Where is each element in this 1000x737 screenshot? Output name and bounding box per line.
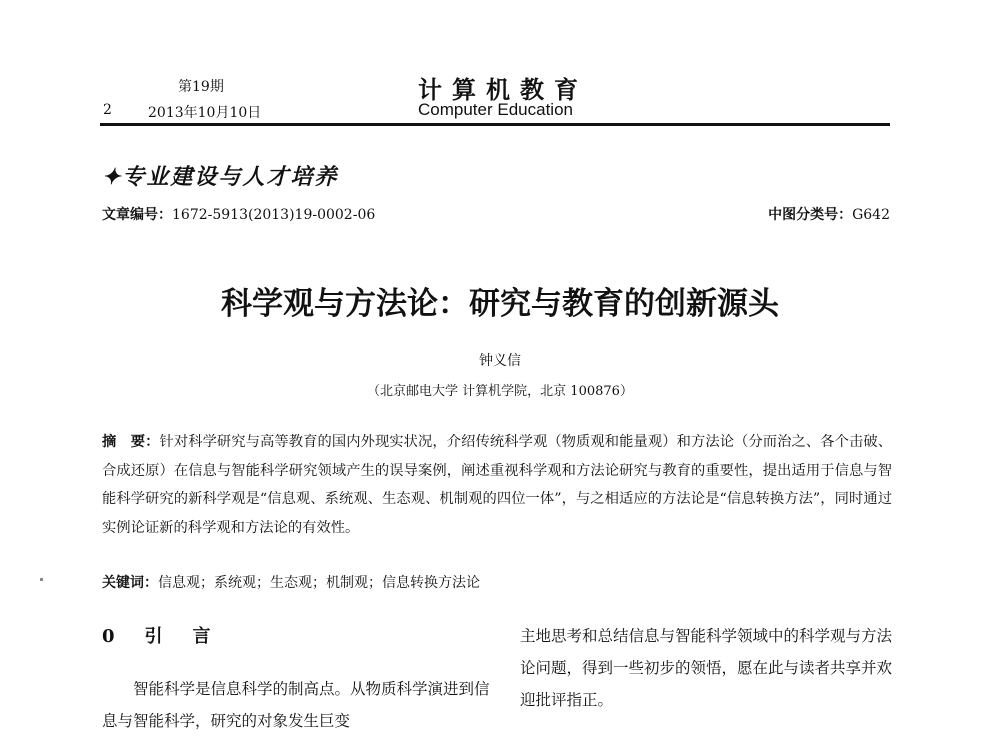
article-number [102, 204, 375, 224]
section-heading: 0 引 言 [102, 626, 217, 647]
page-number: 2 [103, 102, 112, 118]
article-number-value: 1672-5913(2013)19-0002-06 [172, 207, 376, 223]
journal-subtitle: Computer Education [418, 100, 573, 119]
left-column-paragraph: 智能科学是信息科学的制高点。从物质科学演进到信息与智能科学，研究的对象发生巨变 [102, 680, 490, 730]
scan-speck [40, 578, 43, 581]
section-tag: ✦专业建设与人才培养 [102, 164, 339, 190]
abstract-label: 摘 要： [102, 434, 160, 450]
affiliation: （北京邮电大学 计算机学院，北京 100876） [367, 384, 633, 399]
issue-number: 第19期 [178, 79, 224, 95]
abstract [102, 428, 892, 542]
abstract-text: 针对科学研究与高等教育的国内外现实状况，介绍传统科学观（物质观和能量观）和方法论（分而治之、各个击破、合成还原）在信息与智能科学研究领域产生的误导案例，阐述重视科学观和方法论研究与教育的重要性，提出适用于信息与智能科学研究的新科学观是“信息观、系统观、生态观、机制观的四位一体”，与之相适应的方法论是“信息转换方法”，同时通过实例论证新的科学观和方法论的有效性。 [102, 434, 893, 536]
classification-label: 中图分类号： [768, 207, 853, 223]
keywords-label: 关键词： [102, 575, 158, 591]
journal-title: 计算机教育 [418, 76, 588, 104]
article-number-label: 文章编号： [102, 207, 172, 223]
keywords [102, 572, 480, 592]
classification-value: G642 [852, 207, 890, 223]
right-column-paragraph: 主地思考和总结信息与智能科学领域中的科学观与方法论问题，得到一些初步的领悟，愿在此与读者共享并欢迎批评指正。 [520, 627, 893, 709]
keywords-text: 信息观；系统观；生态观；机制观；信息转换方法论 [158, 575, 480, 591]
issue-date: 2013年10月10日 [148, 105, 262, 121]
header-rule [100, 123, 890, 126]
classification-number [768, 204, 890, 224]
paper-title: 科学观与方法论：研究与教育的创新源头 [221, 286, 779, 322]
author: 钟义信 [479, 353, 521, 369]
